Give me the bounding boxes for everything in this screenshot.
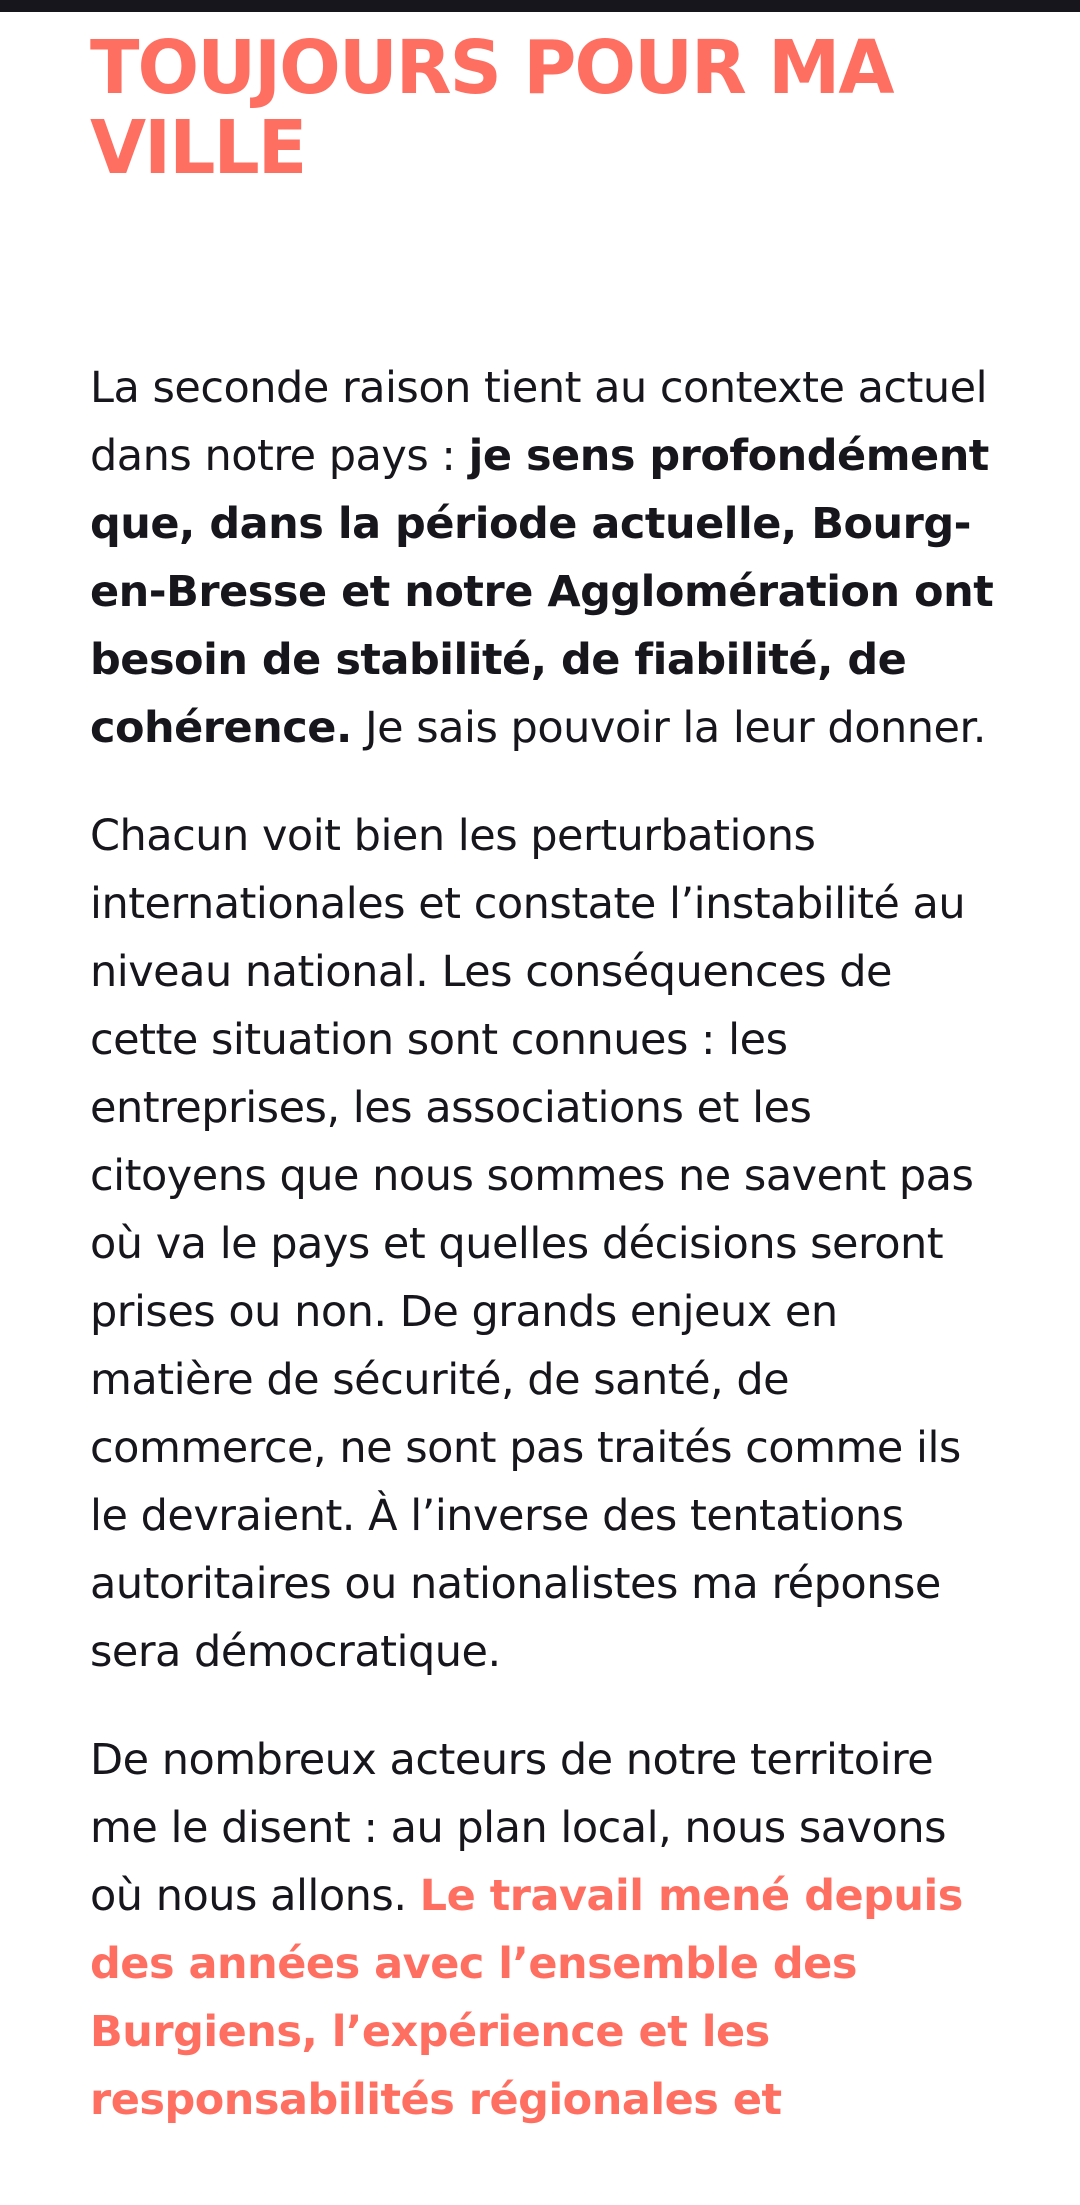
paragraph-instability [90, 802, 1000, 1686]
paragraph-context [90, 354, 1000, 762]
paragraph-text: De nombreux acteurs de notre territoire me le disent : au plan local, nous savons où nous allons. [90, 1735, 946, 1921]
paragraph-text: La seconde raison tient au contexte actuel dans notre pays : [90, 363, 988, 481]
paragraph-text: Chacun voit bien les perturbations internationales et constate l’instabilité au niveau national. Les conséquences de cette situation sont connues : les entreprises, les associations et les citoyens que nous sommes ne savent pas où va le pays et quelles décisions seront prises ou non. De grands enjeux en matière de sécurité, de santé, de commerce, ne sont pas traités comme ils le devraient. À l’inverse des tentations autoritaires ou nationalistes ma réponse sera démocratique. [90, 811, 974, 1677]
article-body [90, 354, 1000, 2134]
top-bar [0, 0, 1080, 12]
paragraph-local-actors [90, 1726, 1000, 2134]
article-content [90, 25, 1000, 2174]
paragraph-bold-text: je sens profondément que, dans la période actuelle, Bourg-en-Bresse et notre Agglomération ont besoin de stabilité, de fiabilité, de cohérence. [90, 431, 994, 753]
section-heading: TOUJOURS POUR MA VILLE [90, 25, 893, 191]
paragraph-highlight-text: Le travail mené depuis des années avec l’ensemble des Burgiens, l’expérience et les responsabilités régionales et [90, 1871, 963, 2125]
paragraph-text: Je sais pouvoir la leur donner. [351, 703, 986, 753]
